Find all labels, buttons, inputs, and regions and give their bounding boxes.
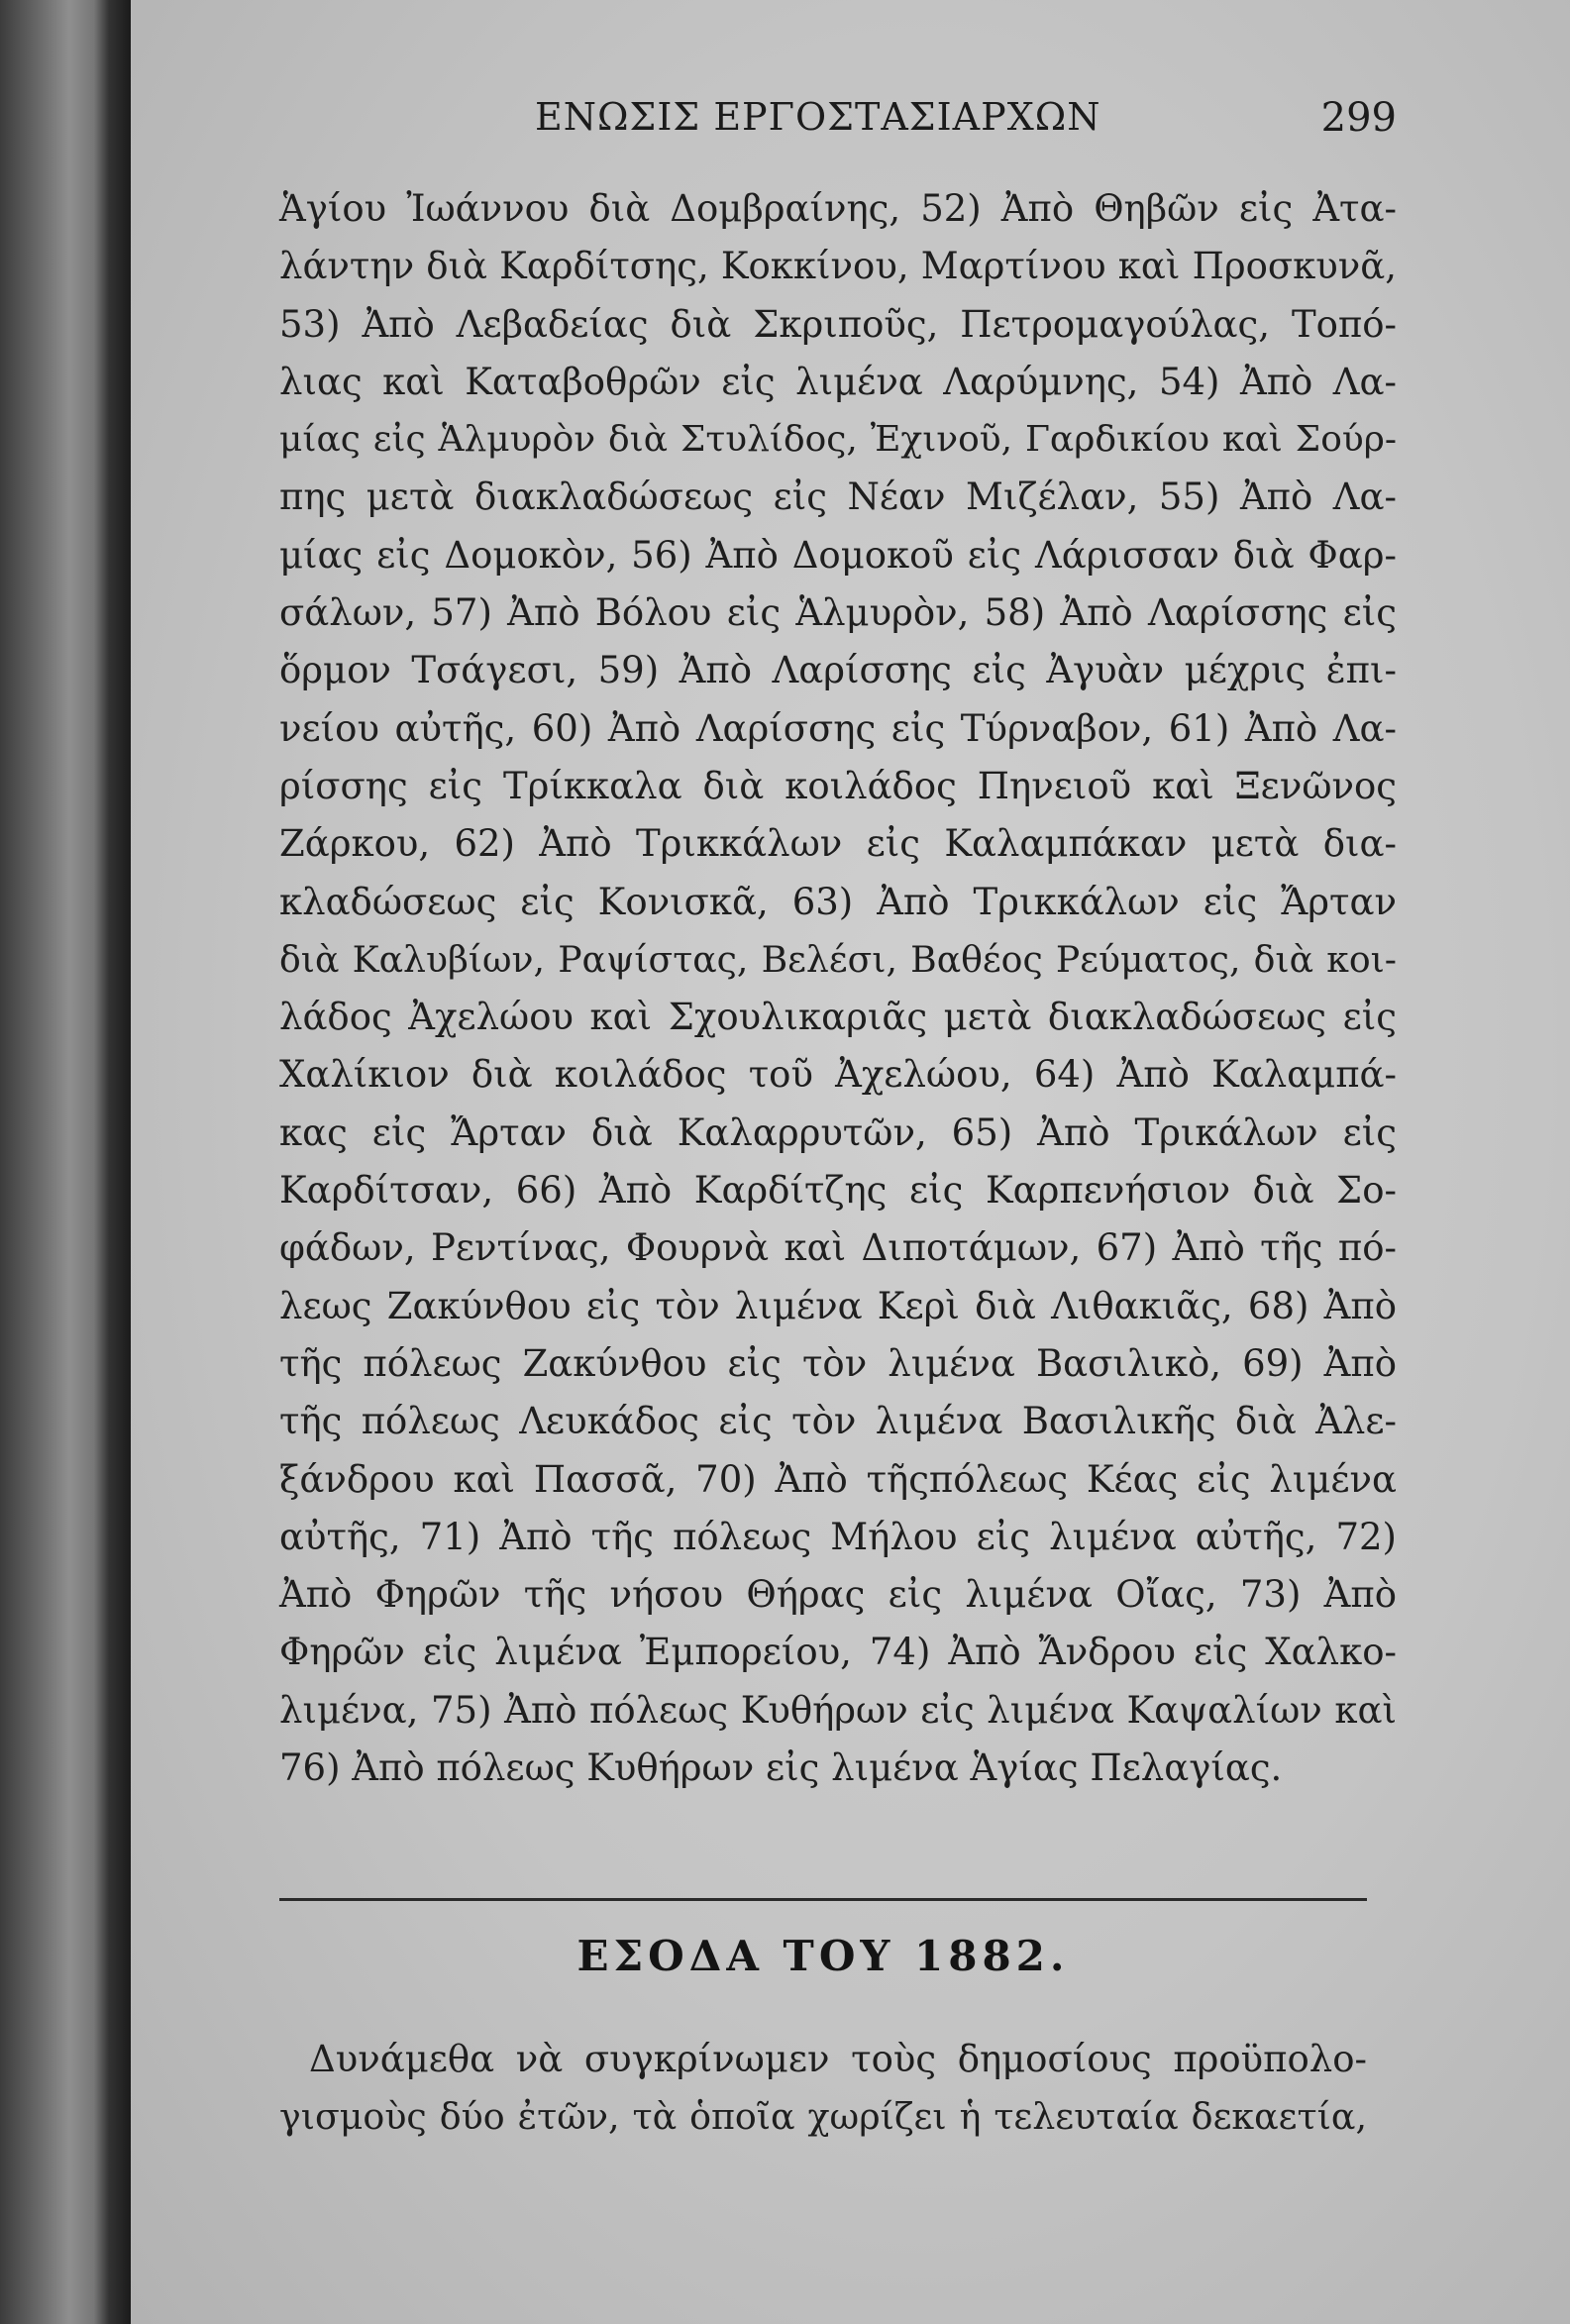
section-divider [279, 1898, 1367, 1901]
text-line: διὰ Καλυβίων, Ραψίστας, Βελέσι, Βαθέος Ρεύματος, διὰ κοι- [279, 937, 1397, 981]
text-line: λεως Ζακύνθου εἰς τὸν λιμένα Κερὶ διὰ Λιθακιᾶς, 68) Ἀπὸ [279, 1284, 1397, 1327]
text-line: Ἀπὸ Φηρῶν τῆς νήσου Θήρας εἰς λιμένα Οἴας, 73) Ἀπὸ [279, 1573, 1397, 1617]
text-line: τῆς πόλεως Λευκάδος εἰς τὸν λιμένα Βασιλικῆς διὰ Ἀλε- [279, 1400, 1397, 1443]
text-line: κλαδώσεως εἰς Κονισκᾶ, 63) Ἀπὸ Τρικκάλων εἰς Ἄρταν [279, 880, 1397, 923]
text-line: Δυνάμεθα νὰ συγκρίνωμεν τοὺς δημοσίους προϋπολο- [309, 2038, 1367, 2080]
text-line: λάδος Ἀχελώου καὶ Σχουλικαριᾶς μετὰ διακλαδώσεως εἰς [279, 996, 1397, 1039]
text-line: Ζάρκου, 62) Ἀπὸ Τρικκάλων εἰς Καλαμπάκαν μετὰ δια- [279, 822, 1397, 866]
text-line: Ἁγίου Ἰωάννου διὰ Δομβραίνης, 52) Ἀπὸ Θηβῶν εἰς Ἀτα- [279, 187, 1397, 230]
page-header [535, 95, 1397, 155]
text-line: 53) Ἀπὸ Λεβαδείας διὰ Σκριποῦς, Πετρομαγούλας, Τοπό- [279, 302, 1397, 346]
text-line: γισμοὺς δύο ἐτῶν, τὰ ὁποῖα χωρίζει ἡ τελευταία δεκαετία, [279, 2095, 1367, 2138]
book-gutter [0, 0, 131, 2324]
text-line: λιμένα, 75) Ἀπὸ πόλεως Κυθήρων εἰς λιμένα Καψαλίων καὶ [279, 1688, 1397, 1732]
text-line: τῆς πόλεως Ζακύνθου εἰς τὸν λιμένα Βασιλικὸ, 69) Ἀπὸ [279, 1341, 1397, 1385]
section-paragraph [279, 2031, 1367, 2146]
text-line: ξάνδρου καὶ Πασσᾶ, 70) Ἀπὸ τῆςπόλεως Κέας εἰς λιμένα [279, 1457, 1397, 1501]
text-line: φάδων, Ρεντίνας, Φουρνὰ καὶ Διποτάμων, 67) Ἀπὸ τῆς πό- [279, 1226, 1397, 1270]
text-line: Φηρῶν εἰς λιμένα Ἐμπορείου, 74) Ἀπὸ Ἄνδρου εἰς Χαλκο- [279, 1631, 1397, 1674]
text-line: αὐτῆς, 71) Ἀπὸ τῆς πόλεως Μήλου εἰς λιμένα αὐτῆς, 72) [279, 1515, 1397, 1558]
text-line: κας εἰς Ἄρταν διὰ Καλαρρυτῶν, 65) Ἀπὸ Τρικάλων εἰς [279, 1110, 1397, 1154]
text-line: μίας εἰς Δομοκὸν, 56) Ἀπὸ Δομοκοῦ εἰς Λάρισσαν διὰ Φαρ- [279, 533, 1397, 577]
text-line-last: 76) Ἀπὸ πόλεως Κυθήρων εἰς λιμένα Ἁγίας Πελαγίας. [279, 1746, 1283, 1790]
running-head: ΕΝΩΣΙΣ ΕΡΓΟΣΤΑΣΙΑΡΧΩΝ [535, 95, 1101, 139]
page-number: 299 [1320, 95, 1397, 141]
text-line: ρίσσης εἰς Τρίκκαλα διὰ κοιλάδος Πηνειοῦ καὶ Ξενῶνος [279, 764, 1397, 807]
text-line: ὅρμον Τσάγεσι, 59) Ἀπὸ Λαρίσσης εἰς Ἀγυὰν μέχρις ἐπι- [279, 649, 1397, 692]
text-line: σάλων, 57) Ἀπὸ Βόλου εἰς Ἁλμυρὸν, 58) Ἀπὸ Λαρίσσης εἰς [279, 591, 1397, 635]
section-heading: ΕΣΟΔΑ ΤΟΥ 1882. [576, 1932, 1070, 1980]
text-line: μίας εἰς Ἁλμυρὸν διὰ Στυλίδος, Ἐχινοῦ, Γαρδικίου καὶ Σούρ- [279, 419, 1397, 461]
text-line: λιας καὶ Καταβοθρῶν εἰς λιμένα Λαρύμνης, 54) Ἀπὸ Λα- [279, 360, 1397, 403]
body-text [279, 180, 1397, 1797]
text-line: Χαλίκιον διὰ κοιλάδος τοῦ Ἀχελώου, 64) Ἀπὸ Καλαμπά- [279, 1053, 1397, 1097]
text-line: πης μετὰ διακλαδώσεως εἰς Νέαν Μιζέλαν, 55) Ἀπὸ Λα- [279, 475, 1397, 519]
text-line: νείου αὐτῆς, 60) Ἀπὸ Λαρίσσης εἰς Τύρναβον, 61) Ἀπὸ Λα- [279, 706, 1397, 750]
text-line: λάντην διὰ Καρδίτσης, Κοκκίνου, Μαρτίνου καὶ Προσκυνᾶ, [279, 245, 1397, 288]
text-line: Καρδίτσαν, 66) Ἀπὸ Καρδίτζης εἰς Καρπενήσιον διὰ Σο- [279, 1169, 1397, 1213]
